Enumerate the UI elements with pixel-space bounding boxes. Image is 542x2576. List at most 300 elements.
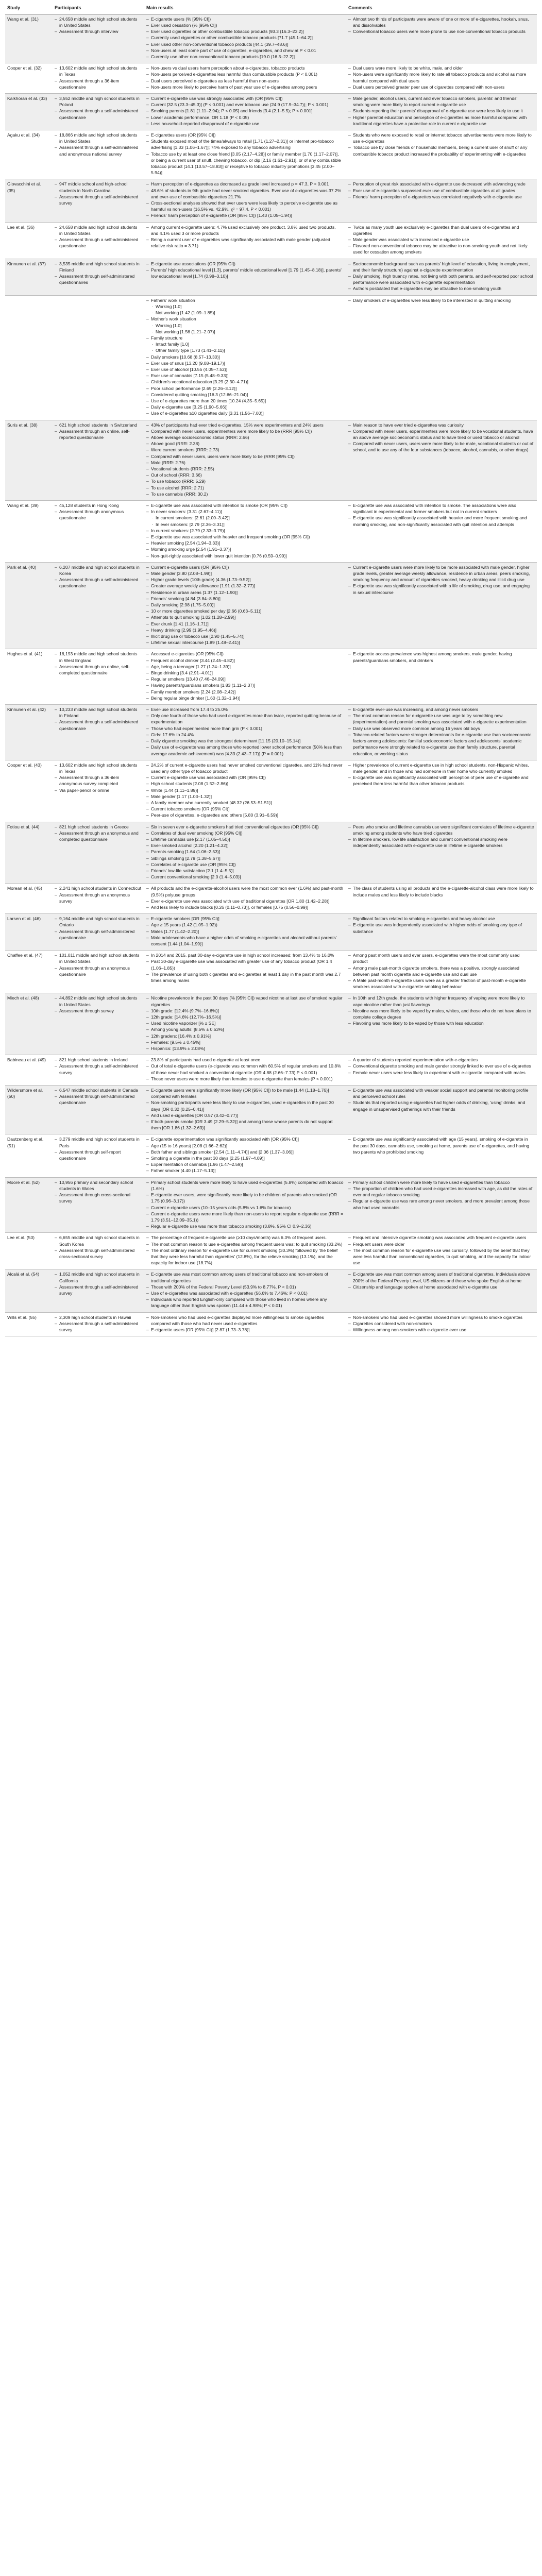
participants-cell-list	[55, 564, 142, 589]
comments-cell	[346, 1312, 537, 1336]
result-item: – E-cigarette users [OR (95% CI)] [2.87 (1.73–3.78)]	[146, 1327, 344, 1333]
participant-item: – Assessment through a self-administered survey	[55, 1063, 142, 1075]
result-item: – Vocational students (RRR: 2.55)	[146, 466, 344, 472]
result-item: – If both parents smoke [OR 3.49 (2.29–5.32)] and among those whose parents do not support them [OR 1.86 (1.32–2.63)]	[146, 1118, 344, 1131]
participant-item: – 621 high school students in Switzerland	[55, 422, 142, 428]
results-cell	[144, 884, 346, 914]
comments-cell-list	[348, 885, 534, 897]
participants-cell	[53, 1055, 144, 1086]
result-item: – Ever used other non-conventional tobacco products [44.1 (39.7–48.6)]	[146, 41, 344, 47]
participant-item: – 44,892 middle and high school students in United States	[55, 995, 142, 1007]
result-item: – Nicotine prevalence in the past 30 days (% [95% CI]) vaped nicotine at last use of smoked regular cigarettes	[146, 995, 344, 1007]
comment-item: – Current e-cigarette users were more likely to be more associated with male gender, higher grade levels, greater average weekly allowance, residence in urban areas, peers smoking, smoking frequency and amount of cigarettes smoked, heavy drinking and illicit drug use	[348, 564, 534, 583]
result-item: – E-cigarette smokers [OR (95% CI)]	[146, 916, 344, 922]
table-row	[5, 130, 537, 179]
study-cell: Giovacchini et al. (35)	[5, 179, 53, 222]
comments-cell-list	[348, 502, 534, 528]
study-cell: Kinnunen et al. (37)	[5, 259, 53, 295]
comment-item: – E-cigarette use was independently associated with higher odds of smoking any type of substance	[348, 922, 534, 934]
comment-item: – Friends' harm perception of e-cigarettes was correlated negatively with e-cigarette use	[348, 194, 534, 200]
comments-cell-list	[348, 651, 534, 663]
comment-item: – Dual users perceived greater peer use of cigarettes compared with non-users	[348, 84, 534, 90]
participant-item: – Assessment through an anonymous and completed questionnaire	[55, 830, 142, 842]
results-cell	[144, 179, 346, 222]
comment-item: – Ever use of e-cigarettes surpassed ever use of combustible cigarettes at all grades	[348, 188, 534, 194]
result-item: – Hispanics: [13.9% ± 2.08%]	[146, 1045, 344, 1052]
comments-cell-list	[348, 1087, 534, 1112]
comment-item: – Significant factors related to smoking e-cigarettes and heavy alcohol use	[348, 916, 534, 922]
participant-item: – Assessment through a self-administered survey	[55, 1320, 142, 1333]
result-item: – 23.8% of participants had used e-cigarette at least once	[146, 1057, 344, 1063]
participant-item: – 821 high school students in Ireland	[55, 1057, 142, 1063]
result-item: – Regular e-cigarette use was more than tobacco smoking (3.8%, 95% CI 0.9–2.36)	[146, 1223, 344, 1229]
result-item: – Harm perception of e-cigarettes as decreased as grade level increased p = 47.3, P < 0.001	[146, 181, 344, 187]
comments-cell-list	[348, 422, 534, 453]
result-item: – Girls: 17.6% to 24.4%	[146, 732, 344, 738]
results-cell-list	[146, 995, 344, 1052]
comments-cell-list	[348, 995, 534, 1026]
results-cell	[144, 259, 346, 295]
comments-cell-list	[348, 564, 534, 596]
results-cell	[144, 562, 346, 649]
results-cell-list	[146, 1234, 344, 1266]
comment-item: – Conventional tobacco users were more prone to use non-conventional tobacco products	[348, 28, 534, 35]
participant-item: – Assessment through self-administered questionnaires	[55, 273, 142, 285]
participant-item: – Assessment through self-administered questionnaire	[55, 928, 142, 941]
results-cell-list	[146, 502, 344, 559]
participants-cell-list	[55, 1271, 142, 1296]
table-row	[5, 179, 537, 222]
results-cell	[144, 1086, 346, 1134]
comments-cell	[346, 1233, 537, 1269]
participants-cell	[53, 222, 144, 259]
result-item: · Other family type [1.73 (1.41–2.11)]	[146, 347, 344, 353]
results-cell-list	[146, 261, 344, 280]
result-item: – Having parents/guardians smokers [1.83 (1.11–2.37)]	[146, 682, 344, 688]
comment-item: – Daily use was observed more common among 16 years old boys	[348, 725, 534, 732]
participants-cell-list	[55, 1179, 142, 1205]
result-item: – Non-users vs dual users harm perception about e-cigarettes, tobacco products	[146, 65, 344, 71]
comments-cell	[346, 179, 537, 222]
result-item: – Ever drunk [1.41 (1.16–1.71)]	[146, 621, 344, 627]
participants-cell-list	[55, 762, 142, 793]
participants-cell-list	[55, 952, 142, 977]
participant-item: – Assessment through survey	[55, 1008, 142, 1014]
participants-cell-list	[55, 16, 142, 35]
results-cell	[144, 705, 346, 760]
results-cell-list	[146, 224, 344, 249]
result-item: – Friends' smoking [4.84 (3.84–8.80)]	[146, 596, 344, 602]
participants-cell	[53, 130, 144, 179]
results-cell-list	[146, 181, 344, 218]
comment-item: – Non-users were significantly more likely to rate all tobacco products and alcohol as more harmful compared with dual users	[348, 71, 534, 83]
table-row	[5, 760, 537, 822]
result-item: – White [1.44 (1.11–1.89)]	[146, 787, 344, 793]
participant-item: – Assessment through a self-administered survey	[55, 1284, 142, 1296]
result-item: – Male adolescents who have a higher odds of smoking e-cigarettes and alcohol without parents' consent [1.44 (1.04–1.99)]	[146, 935, 344, 947]
participants-cell-list	[55, 132, 142, 157]
result-item: – Current e-cigarette use was associated with (OR [95% CI])	[146, 774, 344, 781]
participants-cell-list	[55, 824, 142, 843]
table-row	[5, 1233, 537, 1269]
comment-item: – Compared with never users, experimenters were more likely to be vocational students, have an above average socioeconomic status and to have tried or used tobacco or alcohol	[348, 428, 534, 440]
table-row	[5, 705, 537, 760]
results-cell	[144, 63, 346, 94]
participants-cell-list	[55, 1057, 142, 1076]
result-item: – Age (15 to 16 years) [2.08 (1.66–2.62)]	[146, 1143, 344, 1149]
result-item: – Age ≥ 15 years (1.42 (1.05–1.92))	[146, 922, 344, 928]
results-cell	[144, 14, 346, 63]
results-cell	[144, 951, 346, 993]
results-cell	[144, 1233, 346, 1269]
comment-item: – Tobacco-related factors were stronger determinants for e-cigarette use than socioeconomic factors among adolescents: familial socioeconomic factors and adolescents' academic performance were strongly related to e-cigarette use than family structure, parental education, or working status	[348, 732, 534, 757]
comment-item: – Higher prevalence of current e-cigarette use in high school students, non-Hispanic whites, male gender, and in those who had someone in their home who currently smoked	[348, 762, 534, 774]
table-row	[5, 822, 537, 884]
results-cell-list	[146, 95, 344, 127]
comment-item: – A Male past-month e-cigarette users were as a greater fraction of past-month e-cigarette smokers associated with e-cigarette smoking behaviour	[348, 977, 534, 990]
results-cell	[144, 295, 346, 420]
participants-cell	[53, 993, 144, 1055]
result-item: – The prevalence of using both cigarettes and e-cigarettes at least 1 day in the past month was 2.7 times among males	[146, 971, 344, 984]
result-item: – Attempts to quit smoking [1.02 (1.28–2.99)]	[146, 614, 344, 620]
comment-item: – E-cigarette ever-use was increasing, and among never smokers	[348, 706, 534, 713]
comment-item: – Higher parental education and perception of e-cigarettes as more harmful compared with traditional cigarettes have a protective role in current e-cigarette use	[348, 114, 534, 127]
results-cell-list	[146, 824, 344, 880]
participant-item: – 10,956 primary and secondary school students in Wales	[55, 1179, 142, 1192]
table-header	[5, 2, 537, 14]
result-item: – Smoking a cigarette in the past 30 days [2.25 (1.97–4.09)]	[146, 1155, 344, 1161]
study-cell: Lee et al. (53)	[5, 1233, 53, 1269]
study-cell: Hughes et al. (41)	[5, 649, 53, 705]
result-item: – Cross-sectional analyses showed that ever users were less likely to perceive e-cigarette use as harmful vs non-users (16.5% vs. 42.9%, χ² = 97.4, P < 0.001)	[146, 200, 344, 212]
participant-item: – 6,655 middle and high school students in South Korea	[55, 1234, 142, 1247]
result-item: – 12th graders: [16.4% ± 0.91%]	[146, 1033, 344, 1039]
comment-item: – Frequent and intensive cigarette smoking was associated with frequent e-cigarette users	[348, 1234, 534, 1241]
result-item: – Both father and siblings smoker [2.54 (1.11–4.74)] and [2.06 (1.37–3.06)]	[146, 1149, 344, 1155]
participant-item: – 24,658 middle and high school students in United States	[55, 224, 142, 236]
results-cell-list	[146, 297, 344, 417]
comments-cell-list	[348, 1179, 534, 1211]
study-cell: Wang et al. (39)	[5, 500, 53, 562]
result-item: – Among young adults: [8.5% ± 0.53%]	[146, 1026, 344, 1032]
result-item: – Father smoker [4.40 (1.17–5.13)]	[146, 1167, 344, 1174]
result-item: – Male (RRR: 2.76)	[146, 460, 344, 466]
participant-item: – 3,552 middle and high school students in Poland	[55, 95, 142, 108]
participants-cell-list	[55, 1136, 142, 1161]
participant-item: – Assessment through a self-administered survey	[55, 194, 142, 206]
result-item: – Above good (RRR: 2.38)	[146, 440, 344, 447]
result-item: – Children's vocational education [3.29 (2.30–4.71)]	[146, 379, 344, 385]
table-row	[5, 222, 537, 259]
participants-cell	[53, 14, 144, 63]
comment-item: – The most common reason for e-cigarette use was urge to try something new (experimentation) and parental smoking was associated with e-cigarette experimentation	[348, 713, 534, 725]
comment-item: – Male gender, alcohol users, current and ever tobacco smokers, parents' and friends' smoking were more likely to report current e-cigarette use	[348, 95, 534, 108]
study-cell: Cooper et al. (32)	[5, 63, 53, 94]
table-row	[5, 63, 537, 94]
comment-item: – Dual users were more likely to be white, male, and older	[348, 65, 534, 71]
results-cell	[144, 94, 346, 130]
result-item: – Ever use of alcohol [10.55 (4.05–7.52)]	[146, 366, 344, 372]
result-item: – Current [32.5 (23.3–45.3)] (P < 0.001) and ever tobacco use (24.9 (17.9–34.7)); P < 0.001)	[146, 101, 344, 108]
results-cell	[144, 1134, 346, 1177]
participant-item: – Assessment through cross-sectional survey	[55, 1192, 142, 1204]
comment-item: – A quarter of students reported experimentation with e-cigarettes	[348, 1057, 534, 1063]
participants-cell	[53, 884, 144, 914]
result-item: – Currently use other non-conventional tobacco products [19.0 (16.3–22.2)]	[146, 54, 344, 60]
result-item: – Lifetime cannabis use [2.17 (1.05–4.50)]	[146, 836, 344, 842]
table-row	[5, 14, 537, 63]
participants-cell	[53, 914, 144, 951]
result-item: – Greater average weekly allowance [1.91 (1.32–2.77)]	[146, 583, 344, 589]
participants-cell	[53, 1233, 144, 1269]
result-item: – Primary school students were more likely to have used e-cigarettes (5.8%) compared with tobacco (1.6%)	[146, 1179, 344, 1192]
table-row	[5, 1086, 537, 1134]
participants-cell-list	[55, 916, 142, 941]
table-body	[5, 14, 537, 1336]
result-item: – Compared with never users, users were more likely to be (RRR [95% CI])	[146, 453, 344, 460]
result-item: – Non-quit-rightly associated with lower quit intention [0.76 (0.59–0.99)]	[146, 553, 344, 559]
comment-item: – E-cigarette use was most common among users of traditional cigarettes. Individuals above 200% of the Federal Poverty Level, US citizens and those who spoke English at home	[348, 1271, 534, 1283]
participant-item: – Assessment through a self-administered questionnaire	[55, 108, 142, 120]
result-item: – Daily cigarette smoking was the strongest determinant [11.15 (20.10–15.14)]	[146, 738, 344, 744]
participant-item: – Assessment through a self-administered questionnaire	[55, 236, 142, 249]
results-cell-list	[146, 952, 344, 984]
comment-item: – Authors postulated that e-cigarettes may be attractive to non-smoking youth	[348, 285, 534, 292]
results-cell-list	[146, 1179, 344, 1230]
participants-cell	[53, 1312, 144, 1336]
participants-cell-list	[55, 261, 142, 286]
comments-cell	[346, 951, 537, 993]
result-item: – High school students [2.08 (1.52–2.86)]	[146, 781, 344, 787]
participants-cell	[53, 822, 144, 884]
result-item: – To use tobacco (RRR: 5.29)	[146, 478, 344, 484]
result-item: – Non-smokers who had used e-cigarettes displayed more willingness to smoke cigarettes compared with those who had never used e-cigarettes	[146, 1314, 344, 1327]
participants-cell	[53, 1177, 144, 1233]
result-item: – Past 30-day e-cigarette use was associated with greater use of any tobacco product (OR 1.4 (1.06–1.85))	[146, 958, 344, 971]
study-cell: Kalkhoran et al. (33)	[5, 94, 53, 130]
participants-cell	[53, 951, 144, 993]
participant-item: – 3,535 middle and high school students in Finland	[55, 261, 142, 273]
result-item: – E-cigarette use was associated with intention to smoke (OR [95% CI])	[146, 502, 344, 509]
result-item: – Correlates of e-cigarette use (OR [95% CI])	[146, 861, 344, 868]
participants-cell	[53, 420, 144, 500]
result-item: – The most ordinary reason for e-cigarette use for current smoking (30.3%) followed by 'the belief that they were less harmful than cigarettes' (12.8%), for the relieve smoking (13.1%), and the capacity for indoor use (18.7%)	[146, 1247, 344, 1266]
study-cell: Agaku et al. (34)	[5, 130, 53, 179]
comments-cell	[346, 63, 537, 94]
comment-item: – Tobacco use by close friends or household members, being a current user of snuff or any combustible tobacco product increased the probability of experimenting with e-cigarettes	[348, 144, 534, 157]
comments-cell-list	[348, 297, 534, 303]
study-cell: Lee et al. (36)	[5, 222, 53, 259]
table-row	[5, 500, 537, 562]
participant-item: – Assessment through anonymous questionnaire	[55, 509, 142, 521]
participants-cell	[53, 1134, 144, 1177]
result-item: – Frequent alcohol drinker [3.44 (2.45–4.82)]	[146, 657, 344, 664]
table-row	[5, 649, 537, 705]
result-item: – Mother's work situation	[146, 316, 344, 322]
participant-item: – Assessment through a self-administered questionnaire	[55, 577, 142, 589]
result-item: – Heavy drinking [2.99 (1.95–4.46)]	[146, 627, 344, 633]
comment-item: – Among past month users and ever users, e-cigarettes were the most commonly used product	[348, 952, 534, 964]
result-item: – 24.2% of current e-cigarette users had never smoked conventional cigarettes, and 11% had never used any other type of tobacco product	[146, 762, 344, 774]
result-item: – Considered quitting smoking [16.3 (12.66–21.04)]	[146, 392, 344, 398]
comment-item: – Non-smokers who had used e-cigarettes showed more willingness to smoke cigarettes	[348, 1314, 534, 1320]
header-participants: Participants	[53, 2, 144, 14]
participants-cell-list	[55, 502, 142, 521]
participant-item: – 10,233 middle and high school students in Finland	[55, 706, 142, 719]
header-row	[5, 2, 537, 14]
results-cell	[144, 822, 346, 884]
results-cell	[144, 222, 346, 259]
result-item: – Less household-reported disapproval of e-cigarette use	[146, 121, 344, 127]
comment-item: – Main reason to have ever tried e-cigarettes was curiosity	[348, 422, 534, 428]
results-cell	[144, 1177, 346, 1233]
participants-cell-list	[55, 1234, 142, 1260]
comments-cell	[346, 562, 537, 649]
result-item: – Poor school performance [2.69 (2.26–3.12)]	[146, 385, 344, 392]
result-item: – Lower academic performance, OR 1.18 (P < 0.05)	[146, 114, 344, 121]
results-cell-list	[146, 762, 344, 819]
comment-item: – Flavored non-conventional tobacco may be attractive to non-smoking youth and not likely used for cessation among smokers	[348, 243, 534, 255]
result-item: – Used nicotine vaporizer [% ± SE]	[146, 1020, 344, 1026]
participant-item: – 101,011 middle and high school students in United States	[55, 952, 142, 964]
participants-cell	[53, 94, 144, 130]
comment-item: – E-cigarette use was significantly associated with heavier and more frequent smoking and morning smoking, and non-significantly associated with quit intention and attempts	[348, 515, 534, 527]
comments-cell	[346, 420, 537, 500]
result-item: – Out of total e-cigarette users (e-cigarette was common with 60.5% of regular smokers and 10.8% of those never had smoked a conventional cigarette (OR 4.88 (2.66–7.73) P < 0.001)	[146, 1063, 344, 1075]
participant-item: – 24,658 middle and high school students in United States	[55, 16, 142, 28]
study-cell: Wills et al. (55)	[5, 1312, 53, 1336]
participant-item: – Assessment through self-administered questionnaire	[55, 1093, 142, 1106]
participants-cell	[53, 760, 144, 822]
comments-cell-list	[348, 65, 534, 90]
comments-cell-list	[348, 1314, 534, 1333]
result-item: – Smoking parents [1.81 (1.11–2.94); P < 0.05] and friends [3.4 (2.1–5.5); P < 0.001]	[146, 108, 344, 114]
comment-item: – Regular e-cigarette use was rare among never smokers, and more prevalent among those who had used cannabis	[348, 1198, 534, 1210]
comments-cell	[346, 94, 537, 130]
participants-cell	[53, 259, 144, 295]
comments-cell	[346, 222, 537, 259]
results-cell-list	[146, 16, 344, 60]
study-cell: Surís et al. (38)	[5, 420, 53, 500]
participants-cell-list	[55, 181, 142, 206]
result-item: – Family structure	[146, 335, 344, 341]
participant-item: – 16,193 middle and high school students in West England	[55, 651, 142, 663]
table-row	[5, 884, 537, 914]
result-item: – Current e-cigarette use was strongly associated with (OR [95% CI])	[146, 95, 344, 101]
results-cell	[144, 1269, 346, 1312]
participant-item: – Assessment through interview	[55, 28, 142, 35]
result-item: – Correlates of dual ever smoking (OR [95% CI])	[146, 830, 344, 836]
participants-cell	[53, 1086, 144, 1134]
result-item: – A family member who currently smoked [48.32 (26.53–51.51)]	[146, 800, 344, 806]
comment-item: – Students reporting their parents' disapproval of e-cigarette use were less likely to use it	[348, 108, 534, 114]
comment-item: – The class of students using all products and the e-cigarette-alcohol class were more likely to include males and less likely to include blacks	[348, 885, 534, 897]
study-cell: Larsen et al. (46)	[5, 914, 53, 951]
table-row	[5, 914, 537, 951]
table-row	[5, 1055, 537, 1086]
participant-item: – Assessment through an online, self-completed questionnaire	[55, 664, 142, 676]
table-row	[5, 951, 537, 993]
participant-item: – Assessment through self-administered cross-sectional survey	[55, 1247, 142, 1260]
result-item: – E-cigarette use was most common among users of traditional tobacco and non-smokers of traditional cigarettes	[146, 1271, 344, 1283]
result-item: – Friends' low-life satisfaction [2.1 (1.4–5.5)]	[146, 868, 344, 874]
comments-cell-list	[348, 824, 534, 849]
result-item: – Use of e-cigarettes was associated with e-cigarettes (56.6% to 7.46%; P < 0.01)	[146, 1290, 344, 1296]
comment-item: – Willingness among non-smokers with e-cigarette ever use	[348, 1327, 534, 1333]
comment-item: – Conventional cigarette smoking and male gender strongly linked to ever use of e-cigarettes	[348, 1063, 534, 1069]
comments-cell	[346, 14, 537, 63]
result-item: – Non-smoking participants were less likely to use e-cigarettes, used e-cigarettes in the past 30 days [OR 0.32 (0.25–0.41)]	[146, 1099, 344, 1112]
participants-cell-list	[55, 1087, 142, 1106]
result-item: – Morning smoking urge [2.54 (1.91–3.37)]	[146, 546, 344, 552]
comment-item: – E-cigarette use was associated with weaker social support and parental monitoring profile and perceived school rules	[348, 1087, 534, 1099]
comments-cell	[346, 295, 537, 420]
comments-cell-list	[348, 706, 534, 757]
comment-item: – E-cigarette access prevalence was highest among smokers, male gender, having parents/guardians smokers, and drinkers	[348, 651, 534, 663]
results-cell-list	[146, 1271, 344, 1309]
result-item: – Non-users perceived e-cigarettes less harmful than combustible products (P < 0.001)	[146, 71, 344, 77]
participants-cell	[53, 705, 144, 760]
participant-item: – 6,547 middle school students in Canada	[55, 1087, 142, 1093]
result-item: – Family member smokers [2.24 (2.08–2.42)]	[146, 689, 344, 695]
result-item: · In current smokers: [2.61 (2.00–3.42)]	[146, 515, 344, 521]
result-item: · Not working [1.42 (1.09–1.85)]	[146, 310, 344, 316]
participant-item: – 13,602 middle and high school students in Texas	[55, 762, 142, 774]
table-row	[5, 993, 537, 1055]
participant-item: – 45,128 students in Hong Kong	[55, 502, 142, 509]
study-cell: Dautzenberg et al. (51)	[5, 1134, 53, 1177]
participants-cell-list	[55, 706, 142, 732]
comments-cell	[346, 993, 537, 1055]
comment-item: – E-cigarette use was significantly associated with perception of peer use of e-cigarette and perceived them less harmful than other tobacco products	[348, 774, 534, 787]
result-item: – Current conventional smoking [2.0 (1.4–5.03)]	[146, 874, 344, 880]
comments-cell-list	[348, 952, 534, 990]
result-item: – Those who had experimented more than grin (P < 0.001)	[146, 725, 344, 732]
result-item: – Females: [9.5% ± 0.45%]	[146, 1039, 344, 1045]
table-row	[5, 259, 537, 295]
result-item: – Current e-cigarette users (10–15 years olds (5.8% vs 1.6% for tobacco)	[146, 1205, 344, 1211]
study-cell: Cooper et al. (43)	[5, 760, 53, 822]
comment-item: – The most common reason for e-cigarette use was curiosity, followed by the belief that they were less harmful than conventional cigarettes, to quit smoking, and the capacity for indoor use	[348, 1247, 534, 1266]
result-item: – Parents' high educational level [1.3], parents' middle educational level [1.79 (1.45–8.18)], parents' low educational level [1.74 (0.98–3.10)]	[146, 267, 344, 279]
result-item: – Fathers' work situation	[146, 297, 344, 303]
study-cell: Babineau et al. (49)	[5, 1055, 53, 1086]
comment-item: – Socioeconomic background such as parents' high level of education, living in employment, and their family structure) against e-cigarette experimentation	[348, 261, 534, 273]
result-item: – 10th grade: [12.4% (9.7%–16.6%)]	[146, 1008, 344, 1014]
result-item: – Non-users at least some part of use of cigarettes, e-cigarettes, and chew at P < 0.01	[146, 47, 344, 54]
comments-cell-list	[348, 261, 534, 292]
result-item: – 12th grade: [14.6% (12.7%–16.5%)]	[146, 1014, 344, 1020]
result-item: – Binge drinking [3.4 (2.91–4.01)]	[146, 670, 344, 676]
result-item: – 10 or more cigarettes smoked per day [2.66 (0.63–5.11)]	[146, 608, 344, 614]
result-item: – Male gender [1.17 (1.03–1.32)]	[146, 793, 344, 800]
result-item: – Above average socioeconomic status (RRR: 2.66)	[146, 434, 344, 440]
result-item: – Peer-use of cigarettes, e-cigarettes and others [5.80 (3.91–6.59)]	[146, 812, 344, 818]
results-cell	[144, 993, 346, 1055]
comments-cell-list	[348, 1057, 534, 1076]
result-item: – Six in seven ever e-cigarette smokers had tried conventional cigarettes (OR [95% CI])	[146, 824, 344, 830]
comment-item: – Compared with never users, users were more likely to be male, vocational students or out of school, and to use any of the four substances (tobacco, alcohol, cannabis, or other drugs)	[348, 440, 534, 453]
participants-cell	[53, 179, 144, 222]
participant-item: – 2,309 high school students in Hawaii	[55, 1314, 142, 1320]
comment-item: – In 10th and 12th grade, the students with higher frequency of vaping were more likely to vape nicotine rather than just flavorings	[348, 995, 534, 1007]
table-row	[5, 1177, 537, 1233]
comment-item: – Daily smokers of e-cigarettes were less likely to be interested in quitting smoking	[348, 297, 534, 303]
comment-item: – Almost two thirds of participants were aware of one or more of e-cigarettes, hookah, snus, and dissolvables	[348, 16, 534, 28]
comments-cell	[346, 259, 537, 295]
comments-cell	[346, 1269, 537, 1312]
comment-item: – Perception of great risk associated with e-cigarette use decreased with advancing grade	[348, 181, 534, 187]
